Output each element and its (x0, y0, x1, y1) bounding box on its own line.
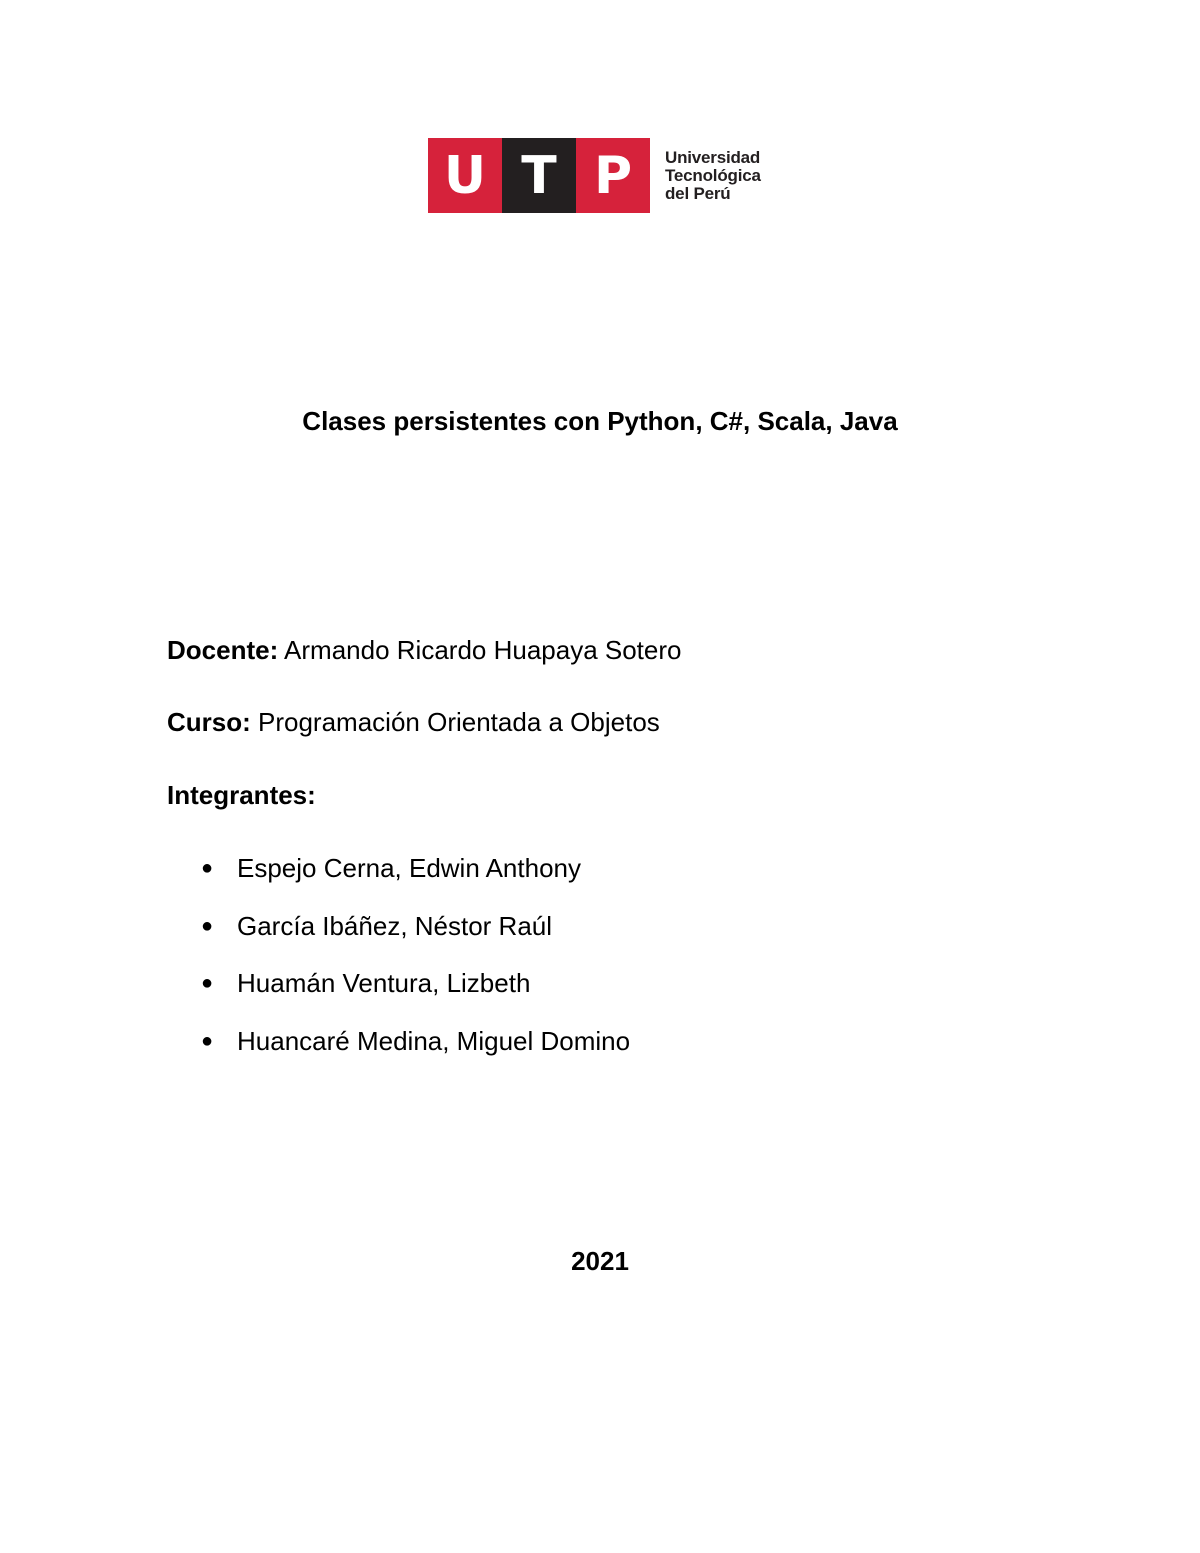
bullet-icon: ● (201, 914, 214, 937)
course-label: Curso: (167, 707, 251, 737)
list-item (167, 909, 630, 967)
course-line (167, 705, 660, 739)
logo-university-name (665, 138, 761, 213)
logo-name-line-1: Universidad (665, 148, 761, 167)
list-item (167, 966, 630, 1024)
teacher-line (167, 633, 682, 667)
member-name: Espejo Cerna, Edwin Anthony (237, 853, 581, 883)
logo-letter-p: P (576, 138, 650, 213)
members-list (167, 851, 630, 1081)
logo-letter-u: U (428, 138, 502, 213)
members-label: Integrantes: (167, 780, 316, 810)
document-year: 2021 (571, 1246, 629, 1276)
bullet-icon: ● (201, 1029, 214, 1052)
logo-letter-t: T (502, 138, 576, 213)
teacher-name: Armando Ricardo Huapaya Sotero (284, 635, 682, 665)
list-item (167, 851, 630, 909)
member-name: Huancaré Medina, Miguel Domino (237, 1025, 631, 1056)
bullet-icon: ● (201, 857, 214, 879)
utp-logo (428, 138, 761, 213)
members-heading (167, 778, 316, 812)
bullet-icon: ● (201, 972, 214, 994)
logo-name-line-2: Tecnológica (665, 166, 761, 185)
course-name: Programación Orientada a Objetos (258, 707, 660, 737)
member-name: Huamán Ventura, Lizbeth (237, 968, 531, 998)
teacher-label: Docente: (167, 635, 279, 665)
list-item (167, 1024, 630, 1082)
logo-name-line-3: del Perú (665, 184, 731, 203)
document-title: Clases persistentes con Python, C#, Scala, Java (302, 406, 898, 436)
member-name: García Ibáñez, Néstor Raúl (237, 910, 553, 941)
